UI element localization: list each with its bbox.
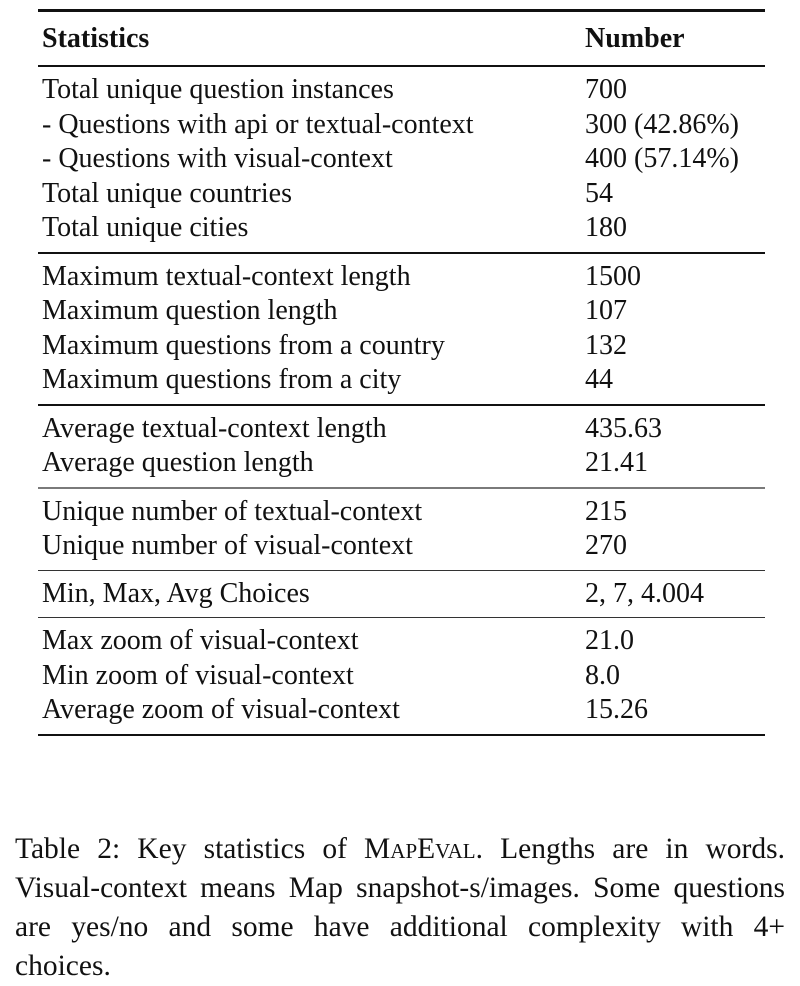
group-unique-contexts [38, 488, 765, 571]
table-row [38, 488, 765, 530]
caption-suffix: . Lengths are in words. Visual-context means Map snapshot-s/images. Some questions are yes/no and some have additional complexity with 4+ choices. [15, 832, 785, 982]
row-label: Max zoom of visual-context [42, 625, 359, 656]
row-label: Maximum questions from a city [42, 364, 402, 395]
row-value: 215 [585, 495, 627, 527]
row-value: 44 [585, 364, 613, 395]
table-row [38, 529, 765, 570]
row-label: Average question length [42, 447, 314, 478]
row-label: Total unique cities [42, 212, 249, 243]
row-label: - Questions with api or textual-context [42, 108, 474, 140]
row-label: Min zoom of visual-context [42, 659, 354, 691]
row-label: Unique number of visual-context [42, 530, 413, 561]
table-row [38, 294, 765, 329]
row-label: Maximum textual-context length [42, 260, 411, 292]
row-value: 132 [585, 329, 627, 361]
row-value: 54 [585, 177, 613, 209]
row-label: Maximum questions from a country [42, 329, 445, 361]
table-header [38, 11, 765, 67]
row-value: 270 [585, 530, 627, 561]
table-row [38, 693, 765, 735]
group-choices [38, 570, 765, 618]
row-label: Total unique question instances [42, 74, 394, 105]
row-label: - Questions with visual-context [42, 143, 393, 174]
table-row [38, 446, 765, 488]
row-value: 435.63 [585, 412, 662, 444]
row-label: Min, Max, Avg Choices [42, 577, 310, 609]
row-value: 400 (57.14%) [585, 143, 739, 174]
row-value: 1500 [585, 260, 641, 292]
row-value: 21.0 [585, 625, 634, 656]
row-value: 15.26 [585, 694, 648, 725]
row-label: Total unique countries [42, 177, 292, 209]
row-label: Average zoom of visual-context [42, 694, 400, 725]
table-row [38, 618, 765, 659]
row-value: 180 [585, 212, 627, 243]
group-maximums [38, 253, 765, 405]
table-row [38, 211, 765, 253]
row-value: 300 (42.86%) [585, 108, 739, 140]
header-number: Number [585, 23, 685, 54]
row-label: Unique number of textual-context [42, 495, 423, 527]
table-row [38, 363, 765, 405]
statistics-table [38, 9, 765, 736]
group-totals [38, 66, 765, 253]
group-averages [38, 405, 765, 488]
table-row [38, 66, 765, 108]
statistics-table-container [38, 9, 765, 736]
caption-prefix: Table 2: Key statistics of [15, 832, 365, 865]
row-value: 700 [585, 74, 627, 105]
caption-dataset-name: MapEval [364, 832, 476, 865]
row-value: 21.41 [585, 447, 648, 478]
header-statistics: Statistics [42, 23, 150, 54]
table-row [38, 570, 765, 618]
table-row [38, 253, 765, 295]
table-row [38, 405, 765, 447]
table-caption [15, 830, 785, 986]
table-row [38, 108, 765, 143]
table-row [38, 142, 765, 177]
row-value: 8.0 [585, 659, 620, 691]
group-zoom [38, 618, 765, 735]
row-label: Maximum question length [42, 295, 338, 326]
row-value: 107 [585, 295, 627, 326]
table-row [38, 177, 765, 212]
header-row [38, 11, 765, 67]
table-row [38, 659, 765, 694]
table-row [38, 329, 765, 364]
row-value: 2, 7, 4.004 [585, 577, 704, 609]
row-label: Average textual-context length [42, 412, 387, 444]
